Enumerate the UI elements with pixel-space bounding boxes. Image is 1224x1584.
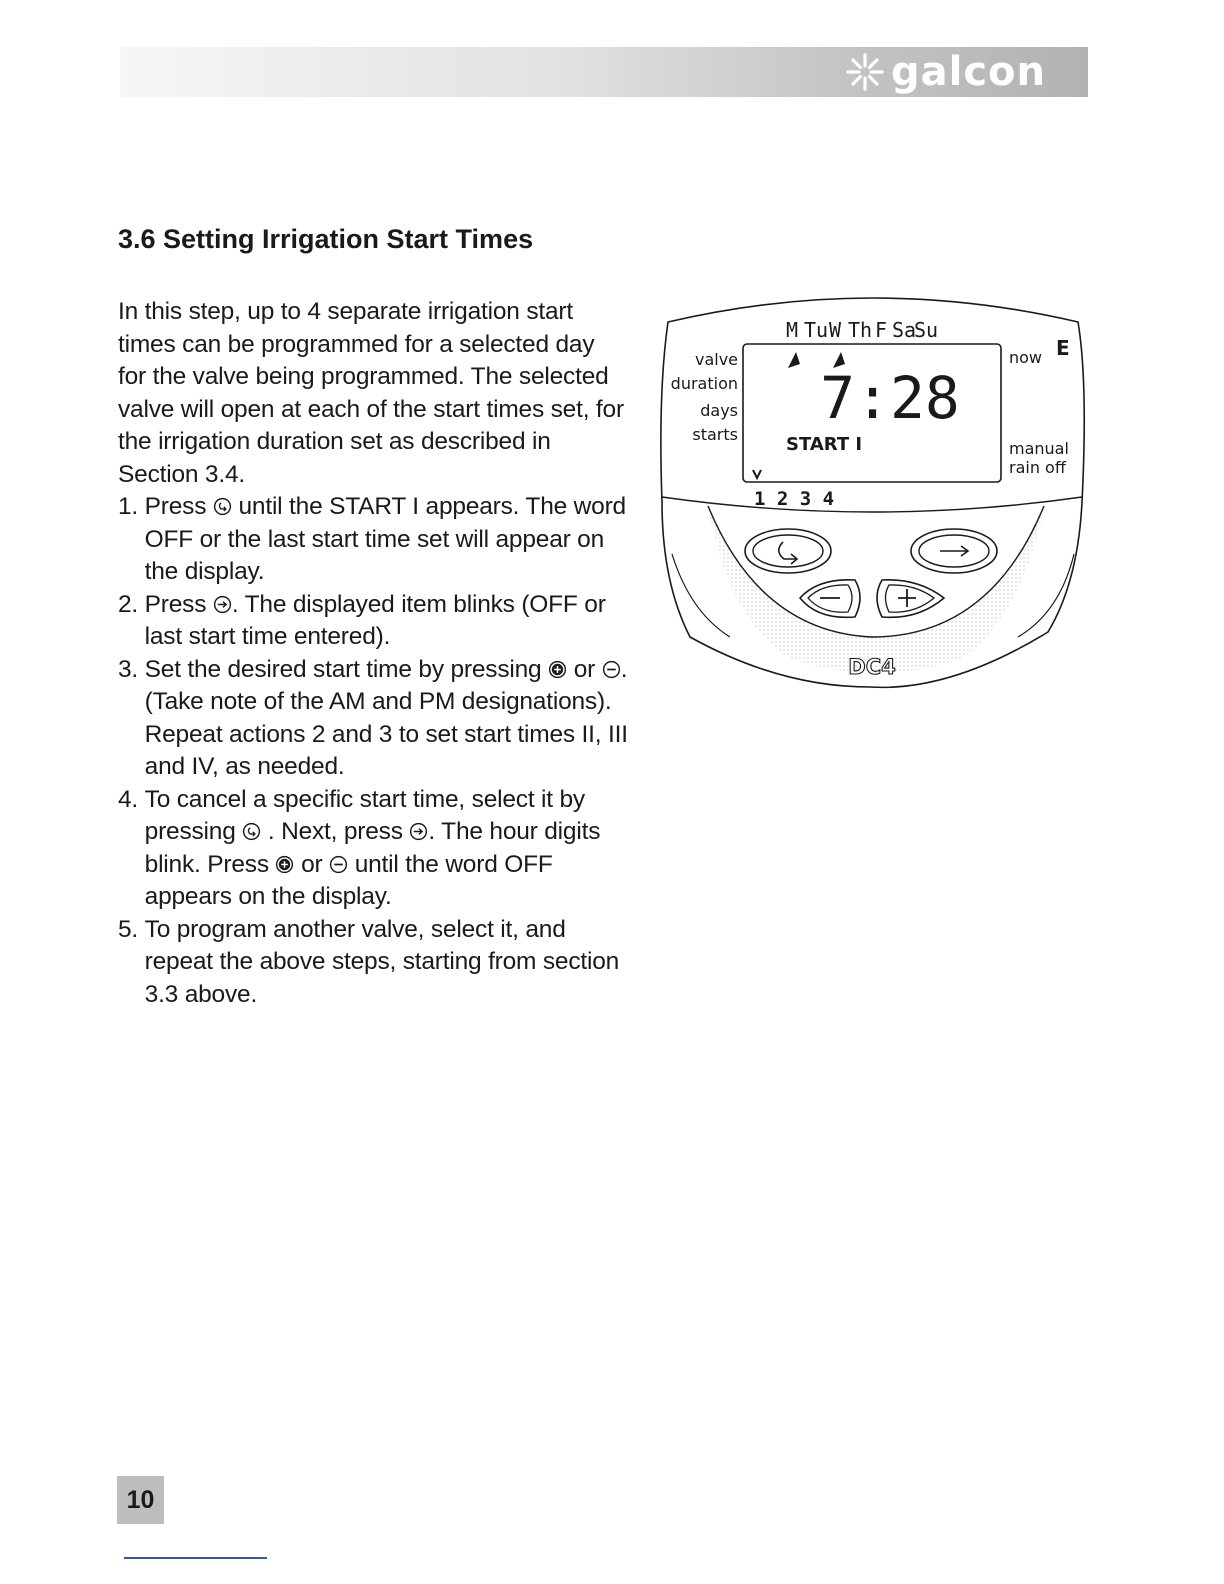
step-text (145, 914, 628, 1012)
arrow-button-icon (213, 595, 232, 614)
section-body (118, 296, 628, 1011)
sunburst-logo-icon (845, 52, 885, 92)
lcd-label-rain-off: rain off (1009, 458, 1066, 477)
brand-logo (845, 50, 1046, 94)
e-mark: E (1056, 336, 1070, 360)
lcd-label-now: now (1009, 348, 1043, 367)
day-label: W (829, 318, 842, 342)
step-text-run: or (294, 850, 330, 878)
step-number: 5. (118, 915, 145, 943)
step-text-run: or (567, 655, 602, 683)
cycle-button-icon (213, 497, 232, 516)
lcd-label-starts: starts (692, 425, 738, 444)
step-text-run: Set the desired start time by pressing (144, 655, 549, 683)
step-text-run: . The hour digits blink. Press (144, 818, 601, 878)
minus-button-icon (602, 660, 621, 679)
arrow-button-icon (409, 822, 428, 841)
lcd-label-duration: duration (670, 374, 738, 393)
step-number: 2. (118, 590, 145, 618)
step-text-run: Press (144, 493, 213, 520)
dc4-controller-illustration (650, 292, 1096, 696)
step-item (118, 784, 628, 914)
step-text-run: until the START I appears. The word OFF or the last start time set will appear on the display. (144, 493, 626, 585)
cycle-button[interactable] (745, 529, 831, 573)
step-number: 4. (118, 785, 145, 813)
valve-numbers: 1 2 3 4 (754, 488, 835, 510)
step-number: 3. (118, 655, 145, 683)
lcd-label-days: days (700, 401, 738, 420)
lcd-label-manual: manual (1009, 439, 1069, 458)
day-label: Su (914, 318, 939, 342)
plus-button-icon (275, 855, 294, 874)
intro-paragraph: In this step, up to 4 separate irrigation start times can be programmed for a selected day for the valve being programmed. The selected valve will open at each of the start times set, for the irrigation duration set as described in Section 3.4. (118, 298, 624, 488)
step-text-run: . (Take note of the AM and PM designations). Repeat actions 2 and 3 to set start times II, III and IV, as needed. (144, 655, 628, 780)
page-number-box (117, 1476, 164, 1524)
plus-button-icon (548, 660, 567, 679)
step-item (118, 491, 628, 589)
section-title: 3.6 Setting Irrigation Start Times (118, 224, 534, 254)
step-text-run: Press (144, 590, 213, 618)
day-label: F (875, 318, 888, 342)
day-label: Th (848, 318, 873, 342)
step-text (145, 491, 628, 589)
steps-list (118, 491, 628, 1011)
lcd-label-valve: valve (694, 350, 738, 369)
step-text (145, 654, 628, 784)
brand-name: galcon (890, 49, 1046, 95)
step-item (118, 589, 628, 654)
step-item (118, 654, 628, 784)
step-text-run: . The displayed item blinks (OFF or last start time entered). (144, 590, 606, 650)
step-text (145, 784, 628, 914)
day-label: M (786, 318, 799, 342)
footer-divider (124, 1557, 267, 1559)
day-label: Sa (892, 318, 917, 342)
step-text-run: To cancel a specific start time, select it by pressing (144, 785, 585, 845)
day-label: Tu (804, 318, 829, 342)
lcd-time: 7:28 (820, 364, 960, 432)
step-text (145, 589, 628, 654)
day-labels (786, 318, 938, 342)
page-number: 10 (126, 1485, 155, 1514)
step-text-run: To program another valve, select it, and repeat the above steps, starting from section 3.3 above. (144, 915, 620, 1008)
step-item (118, 914, 628, 1012)
header-bar (120, 47, 1088, 97)
model-label: DC4 (848, 655, 896, 679)
step-number: 1. (118, 493, 145, 520)
next-arrow-button[interactable] (911, 529, 997, 573)
step-text-run: . Next, press (261, 818, 410, 845)
minus-button-icon (329, 855, 348, 874)
step-text-run: until the word OFF appears on the display. (144, 850, 553, 910)
lcd-start-label: START I (786, 434, 863, 455)
cycle-button-icon (242, 822, 261, 841)
